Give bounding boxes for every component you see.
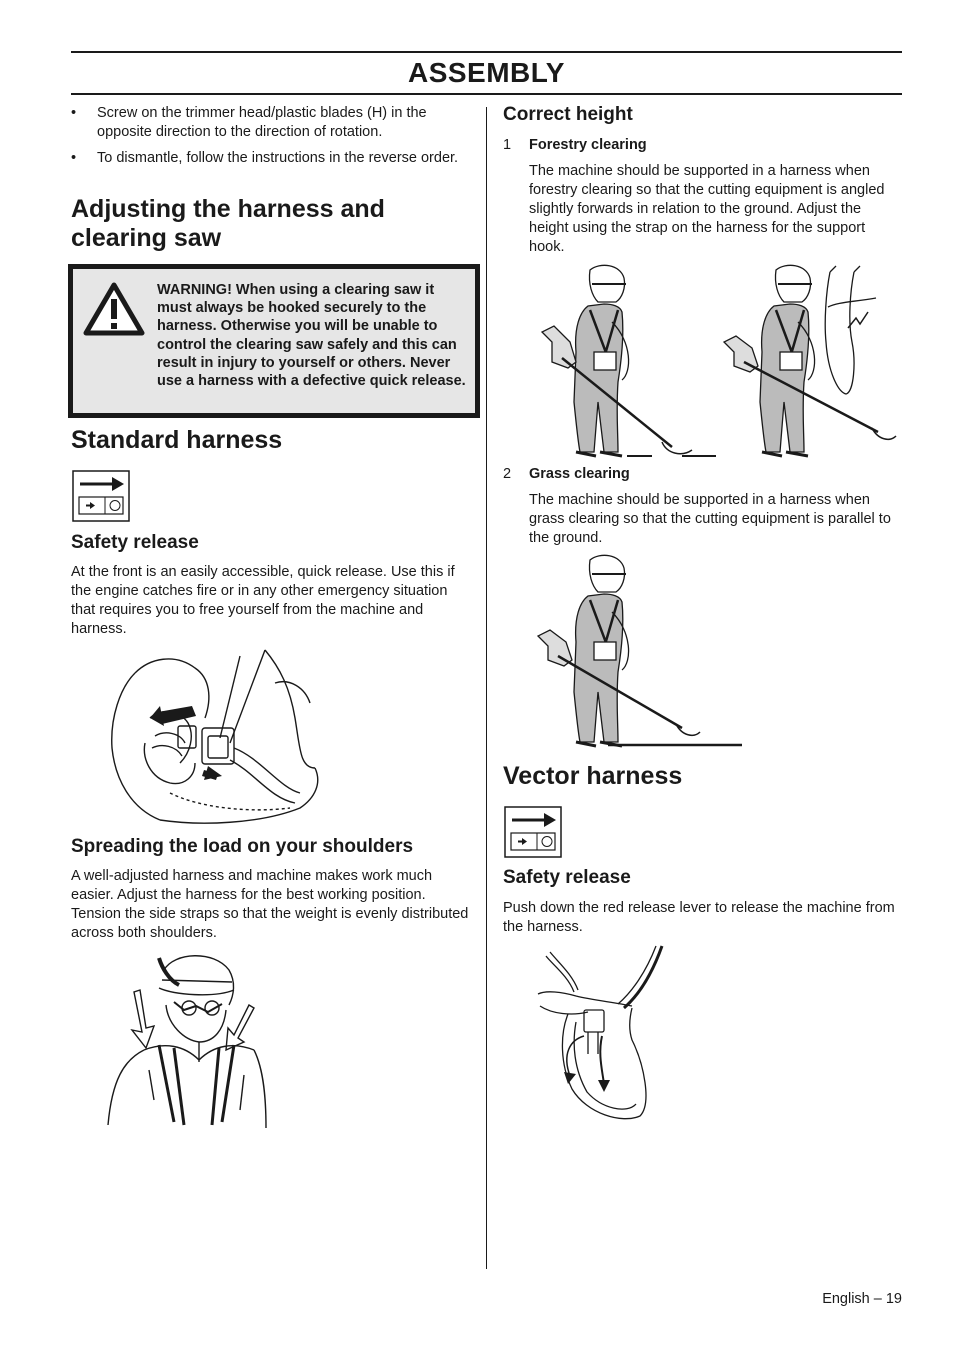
item-title: Forestry clearing	[529, 137, 647, 153]
header-top-rule	[71, 51, 902, 53]
shoulder-harness-illustration	[104, 950, 270, 1132]
bullet-symbol: •	[71, 150, 77, 166]
vector-harness-heading: Vector harness	[503, 762, 683, 790]
item-title: Grass clearing	[529, 466, 630, 482]
warning-box	[68, 264, 480, 418]
safety-release-text: At the front is an easily accessible, quick release. Use this if the engine catches fire or in any other emergency situation that requires you to free yourself from the machine and harness.	[71, 564, 455, 637]
correct-height-heading: Correct height	[503, 104, 633, 125]
grass-clearing-illustration	[532, 552, 746, 752]
adjusting-heading: Adjusting the harness and clearing saw	[71, 195, 385, 252]
page-header-title: ASSEMBLY	[407, 57, 565, 88]
bullet-text: To dismantle, follow the instructions in the reverse order.	[97, 150, 459, 166]
standard-harness-heading: Standard harness	[71, 426, 283, 454]
item-text: The machine should be supported in a harness when forestry clearing so that the cutting equipment is angled slightly forwards in relation to the ground. Adjust the height using the strap on the harness for the support hook.	[529, 163, 885, 255]
see-instructions-icon	[72, 470, 130, 522]
page-footer: English – 19	[822, 1291, 902, 1307]
spreading-load-text: A well-adjusted harness and machine makes work much easier. Adjust the harness for the best working position. Tension the side straps so that the weight is evenly distributed across both shoulders.	[71, 868, 469, 941]
column-divider	[486, 107, 487, 1269]
see-instructions-icon	[504, 806, 562, 858]
spreading-load-heading: Spreading the load on your shoulders	[71, 836, 414, 857]
safety-release-heading: Safety release	[71, 532, 199, 553]
bullet-text: Screw on the trimmer head/plastic blades (H) in the opposite direction to the direction of rotation.	[97, 105, 427, 140]
quick-release-illustration	[100, 648, 330, 830]
item-text: The machine should be supported in a harness when grass clearing so that the cutting equipment is parallel to the ground.	[529, 492, 891, 546]
vector-release-illustration	[532, 944, 672, 1128]
warning-text: WARNING! When using a clearing saw it must always be hooked securely to the harness. Otherwise you will be unable to control the clearing saw safely and this can result in injury to yourself or others. Never use a harness with a defective quick release.	[157, 282, 466, 390]
header-bottom-rule	[71, 93, 902, 95]
bullet-symbol: •	[71, 105, 77, 121]
warning-triangle-icon	[83, 281, 145, 337]
vector-safety-release-text: Push down the red release lever to release the machine from the harness.	[503, 900, 895, 935]
forestry-clearing-illustration	[532, 262, 902, 462]
item-number: 1	[503, 137, 512, 153]
item-number: 2	[503, 466, 512, 482]
vector-safety-release-heading: Safety release	[503, 867, 631, 888]
